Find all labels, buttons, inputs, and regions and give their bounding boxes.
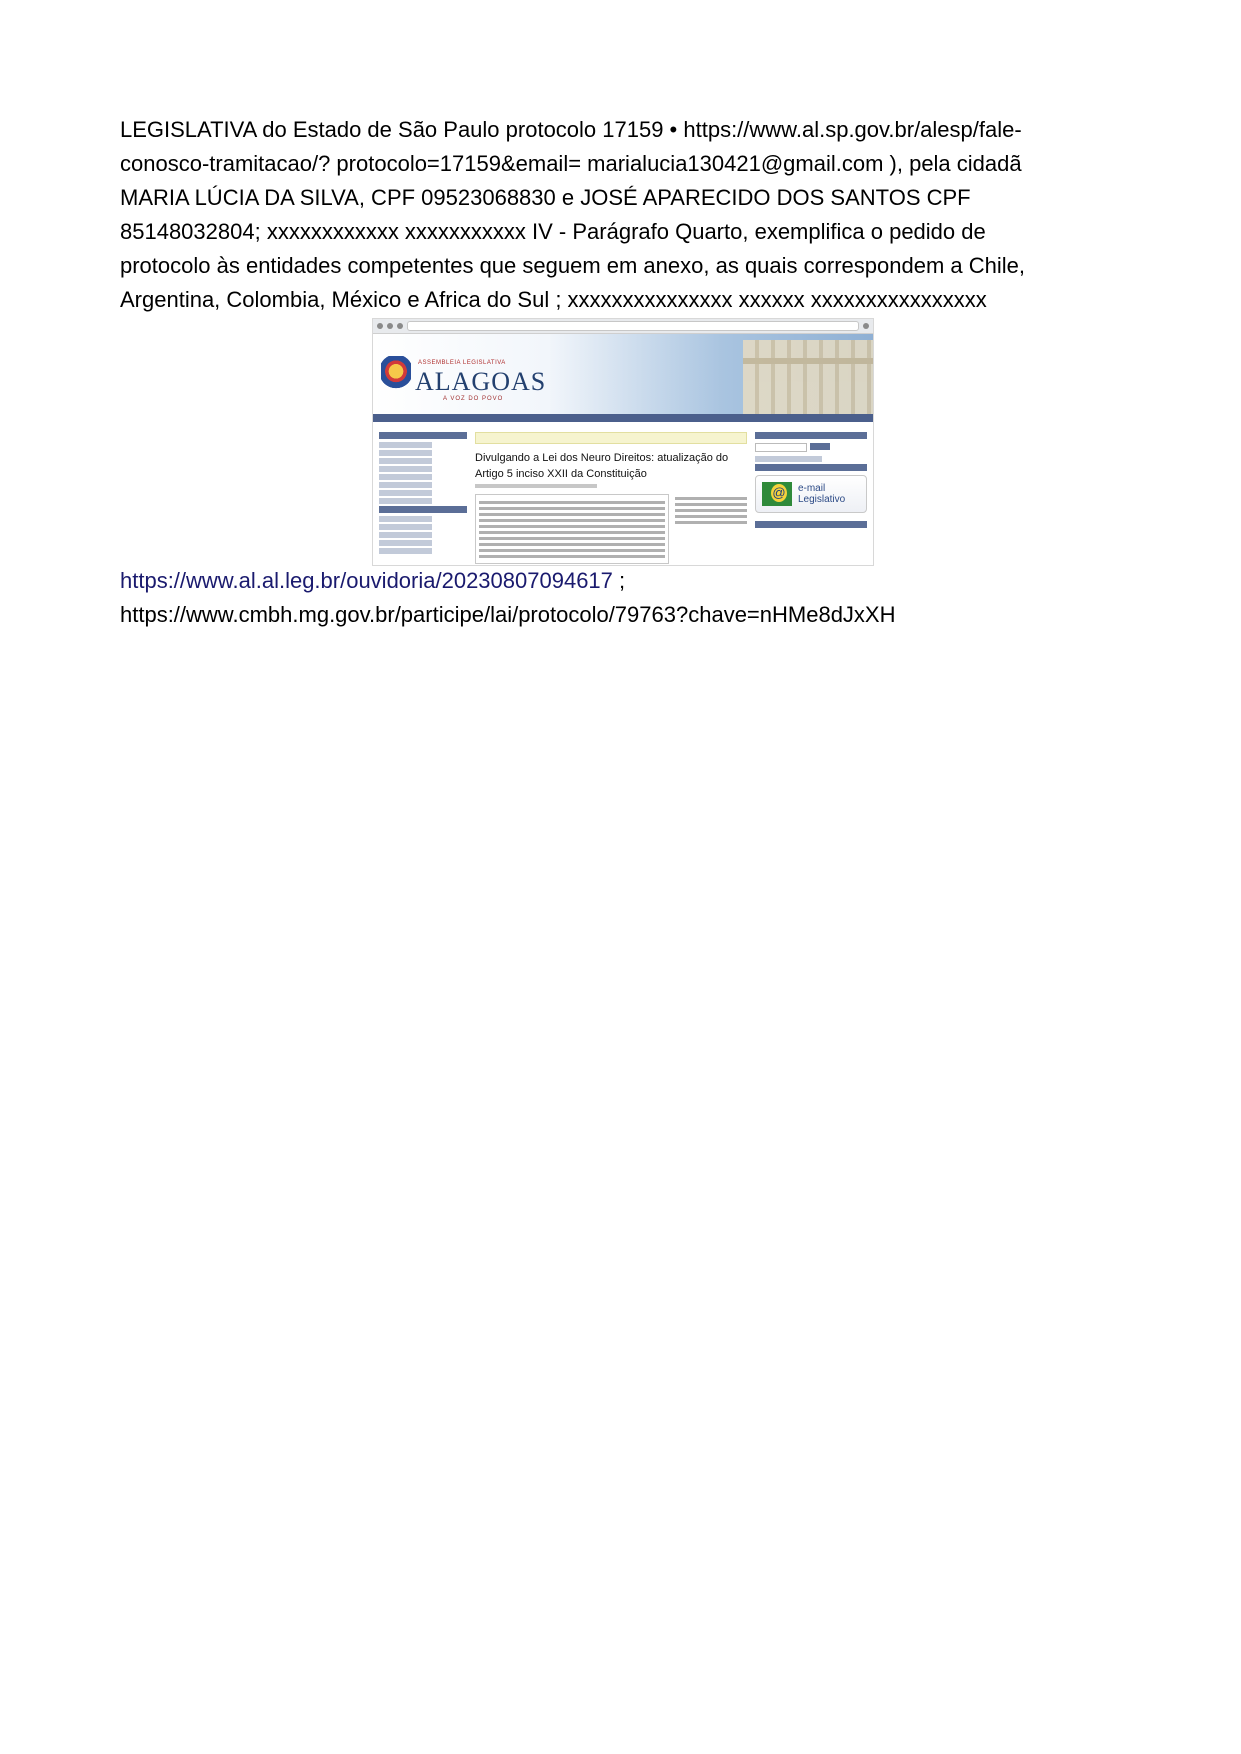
article-meta <box>475 484 597 488</box>
header-small-text: ASSEMBLEIA LEGISLATIVA <box>418 360 506 366</box>
text-line <box>675 521 747 524</box>
sidebar-link <box>379 540 432 546</box>
sidebar-link <box>379 474 432 480</box>
sidebar-header <box>379 506 467 513</box>
link-line-1 <box>120 564 625 598</box>
text-line <box>479 555 665 558</box>
site-tagline: A VOZ DO POVO <box>443 396 504 402</box>
paragraph-line: LEGISLATIVA do Estado de São Paulo protocolo 17159 • https://www.al.sp.gov.br/alesp/fale- <box>120 117 1022 142</box>
sidebar-link <box>379 442 432 448</box>
sidebar-link <box>379 524 432 530</box>
search-header <box>755 432 867 439</box>
text-line <box>479 549 665 552</box>
sidebar-header <box>379 432 467 439</box>
site-columns <box>373 432 873 564</box>
sidebar-link <box>379 490 432 496</box>
site-menu <box>373 414 873 422</box>
browser-toolbar <box>373 319 873 334</box>
article-title: Divulgando a Lei dos Neuro Direitos: atualização do Artigo 5 inciso XXII da Constituição <box>475 452 729 480</box>
sidebar-link <box>379 548 432 554</box>
site-header <box>373 334 873 414</box>
search-input <box>755 443 807 452</box>
email-legislativo-banner <box>755 475 867 513</box>
paragraph-line: 85148032804; xxxxxxxxxxxx xxxxxxxxxxx IV - Parágrafo Quarto, exemplifica o pedido de <box>120 219 986 244</box>
text-line <box>479 507 665 510</box>
sidebar-link <box>379 458 432 464</box>
text-line <box>479 513 665 516</box>
sidebar-link <box>379 482 432 488</box>
email-header <box>755 464 867 471</box>
text-line <box>675 503 747 506</box>
paragraph-line: MARIA LÚCIA DA SILVA, CPF 09523068830 e JOSÉ APARECIDO DOS SANTOS CPF <box>120 185 971 210</box>
search-button <box>810 443 830 450</box>
sidebar-link <box>379 466 432 472</box>
building-photo <box>743 340 873 414</box>
text-line <box>479 537 665 540</box>
embedded-website-screenshot <box>372 318 874 566</box>
left-sidebar <box>379 432 467 564</box>
crest-icon <box>381 356 411 390</box>
text-line <box>675 497 747 500</box>
ouvidoria-link[interactable]: https://www.al.al.leg.br/ouvidoria/20230807094617 <box>120 568 613 593</box>
sidebar-link <box>379 516 432 522</box>
site-logo: ALAGOAS <box>415 367 547 396</box>
address-bar <box>407 321 859 331</box>
paragraph-line: Argentina, Colombia, México e Africa do Sul ; xxxxxxxxxxxxxxx xxxxxx xxxxxxxxxxxxxxxx <box>120 287 987 312</box>
info-bar <box>475 432 747 444</box>
cmbh-link: https://www.cmbh.mg.gov.br/participe/lai/protocolo/79763?chave=nHMe8dJxXH <box>120 602 896 627</box>
article-body <box>475 494 747 564</box>
right-sidebar <box>755 432 867 564</box>
body-paragraph <box>120 113 1130 317</box>
text-line <box>479 501 665 504</box>
article-text-box <box>475 494 669 564</box>
paragraph-line: conosco-tramitacao/? protocolo=17159&email= marialucia130421@gmail.com ), pela cidadã <box>120 151 1022 176</box>
link-separator: ; <box>612 568 626 593</box>
breadcrumb <box>373 422 873 432</box>
menu-icon <box>863 323 869 329</box>
text-line <box>479 519 665 522</box>
sidebar-link <box>379 450 432 456</box>
text-line <box>479 531 665 534</box>
brazil-flag-at-icon <box>762 482 792 506</box>
text-line <box>479 525 665 528</box>
sidebar-link <box>379 532 432 538</box>
email-banner-text: e-mail Legislativo <box>797 483 846 505</box>
paragraph-line: protocolo às entidades competentes que seguem em anexo, as quais correspondem a Chile, <box>120 253 1025 278</box>
back-icon <box>377 323 383 329</box>
advanced-search-link <box>755 456 822 462</box>
text-line <box>675 509 747 512</box>
text-line <box>479 543 665 546</box>
sidebar-link <box>379 498 432 504</box>
forward-icon <box>387 323 393 329</box>
search-row <box>755 443 867 452</box>
article-info <box>675 494 747 564</box>
article-column <box>475 432 747 564</box>
diario-header <box>755 521 867 528</box>
reload-icon <box>397 323 403 329</box>
text-line <box>675 515 747 518</box>
